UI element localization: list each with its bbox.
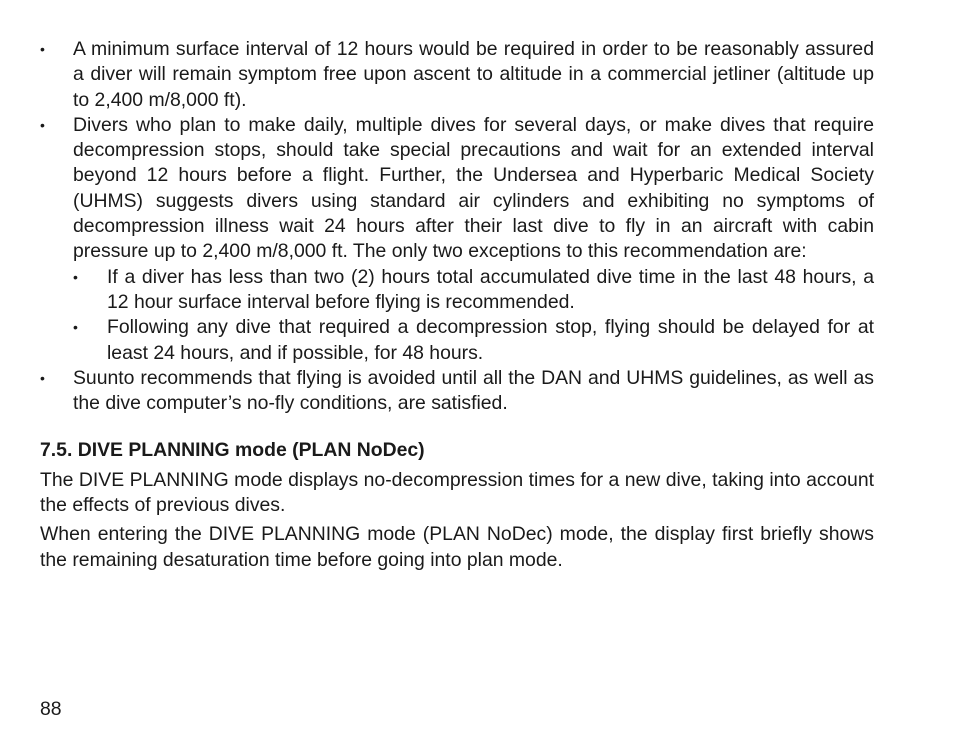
bullet-text: Divers who plan to make daily, multiple dives for several days, or make dives that require decompression stops, should take special precautions and wait for an extended interval beyond 12 hours before a flight. Further, the Undersea and Hyperbaric Medical Society (UHMS) suggests divers using standard air cylinders and exhibiting no symptoms of decompression illness wait 24 hours after their last dive to fly in an aircraft with cabin pressure up to 2,400 m/8,000 ft. The only two exceptions to this recommendation are: xyxy=(73,113,874,263)
sub-bullet-item xyxy=(73,265,874,316)
page-number: 88 xyxy=(40,698,62,720)
bullet-item xyxy=(40,366,874,417)
bullet-symbol: • xyxy=(40,41,45,57)
bullet-item xyxy=(40,113,874,366)
bullet-symbol: • xyxy=(40,116,45,133)
section-paragraph: The DIVE PLANNING mode displays no-decompression times for a new dive, taking into account the effects of previous dives. xyxy=(40,468,874,517)
sub-bullet-text: If a diver has less than two (2) hours total accumulated dive time in the last 48 hours, a 12 hour surface interval before flying is recommended. xyxy=(107,265,874,313)
bullet-text: A minimum surface interval of 12 hours would be required in order to be reasonably assured a diver will remain symptom free upon ascent to altitude in a commercial jetliner (altitude up to 2,400 m/8,000 ft). xyxy=(73,38,874,111)
sub-bullet-list xyxy=(73,265,874,366)
section-heading: 7.5. DIVE PLANNING mode (PLAN NoDec) xyxy=(40,439,425,462)
section-paragraph: When entering the DIVE PLANNING mode (PLAN NoDec) mode, the display first briefly shows the remaining desaturation time before going into plan mode. xyxy=(40,523,874,571)
bullet-symbol: • xyxy=(40,369,45,386)
bullet-item xyxy=(40,37,874,113)
page-content xyxy=(40,37,874,577)
sub-bullet-item xyxy=(73,315,874,366)
sub-bullet-text: Following any dive that required a decompression stop, flying should be delayed for at least 24 hours, and if possible, for 48 hours. xyxy=(107,316,874,364)
sub-bullet-symbol: • xyxy=(73,268,78,285)
bullet-text: Suunto recommends that flying is avoided until all the DAN and UHMS guidelines, as well as the dive computer’s no-fly conditions, are satisfied. xyxy=(73,366,874,415)
sub-bullet-symbol: • xyxy=(73,319,78,336)
